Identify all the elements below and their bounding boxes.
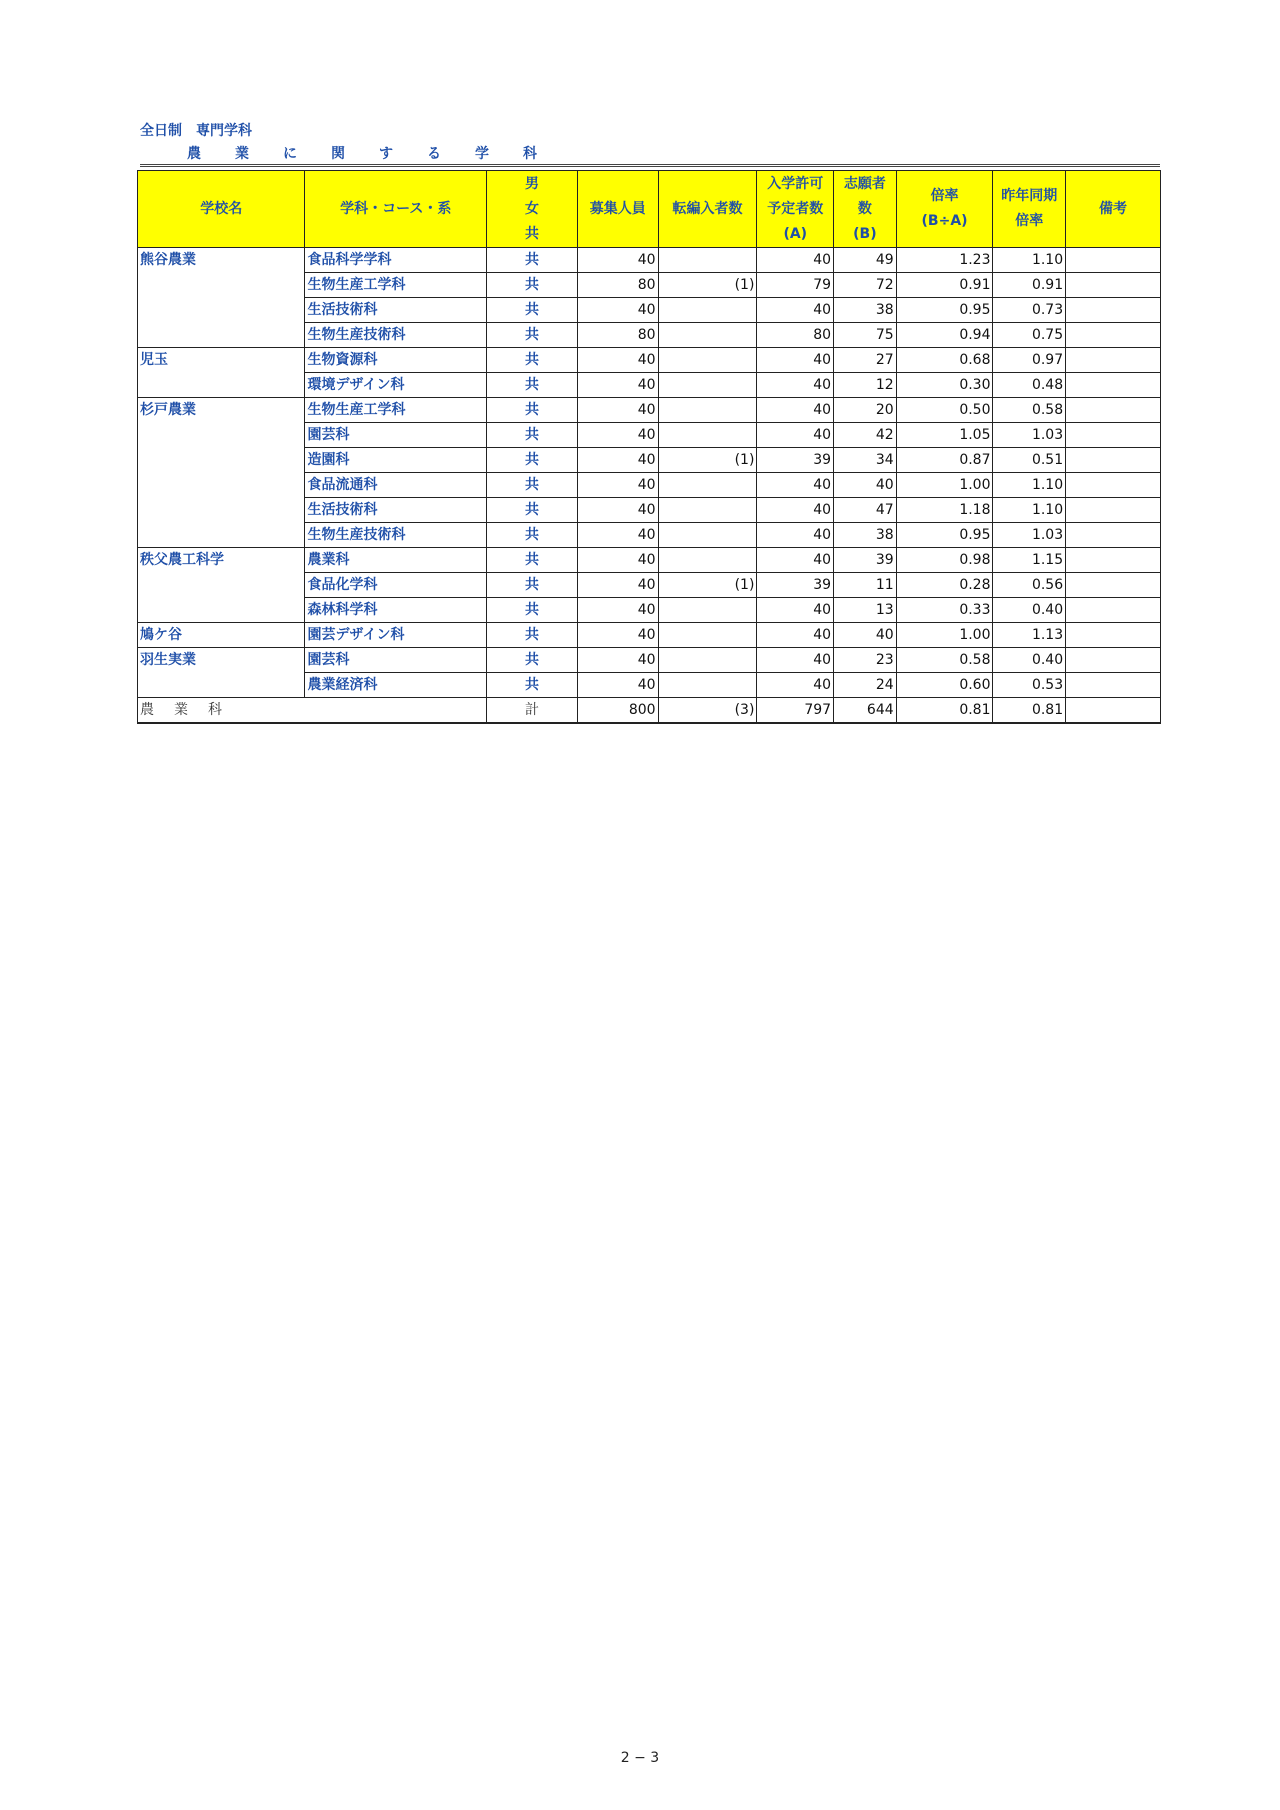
gender-cell: 共 [487, 273, 578, 298]
total-applicants: 644 [834, 698, 897, 724]
quota-cell: 40 [577, 348, 658, 373]
col-dept: 学科・コース・系 [305, 171, 487, 248]
transfer-cell [658, 323, 757, 348]
remarks-cell [1066, 523, 1161, 548]
gender-cell: 共 [487, 598, 578, 623]
ratio-cell: 1.00 [896, 623, 993, 648]
col-admit: 入学許可 予定者数 (A) [757, 171, 834, 248]
document-header: 全日制 専門学科 [140, 123, 252, 139]
admit-cell: 40 [757, 623, 834, 648]
admit-cell: 39 [757, 573, 834, 598]
school-name: 鳩ケ谷 [138, 623, 305, 648]
total-kei: 計 [487, 698, 578, 724]
dept-name: 生活技術科 [305, 298, 487, 323]
ratio-cell: 0.98 [896, 548, 993, 573]
ratio-cell: 0.30 [896, 373, 993, 398]
quota-cell: 80 [577, 323, 658, 348]
ratio-cell: 0.33 [896, 598, 993, 623]
gender-cell: 共 [487, 473, 578, 498]
last-year-ratio-cell: 1.10 [993, 248, 1066, 273]
gender-cell: 共 [487, 523, 578, 548]
gender-cell: 共 [487, 323, 578, 348]
dept-name: 生物生産工学科 [305, 398, 487, 423]
applicants-cell: 72 [834, 273, 897, 298]
applicants-cell: 42 [834, 423, 897, 448]
col-ratio: 倍率 (B÷A) [896, 171, 993, 248]
applicants-cell: 20 [834, 398, 897, 423]
transfer-cell [658, 348, 757, 373]
gender-cell: 共 [487, 498, 578, 523]
ratio-cell: 0.95 [896, 523, 993, 548]
ratio-cell: 0.50 [896, 398, 993, 423]
transfer-cell: (1) [658, 448, 757, 473]
last-year-ratio-cell: 0.40 [993, 648, 1066, 673]
quota-cell: 40 [577, 248, 658, 273]
ratio-cell: 0.87 [896, 448, 993, 473]
col-school: 学校名 [138, 171, 305, 248]
gender-cell: 共 [487, 398, 578, 423]
admit-cell: 40 [757, 648, 834, 673]
transfer-cell [658, 648, 757, 673]
total-remarks [1066, 698, 1161, 724]
transfer-cell: (1) [658, 573, 757, 598]
dept-name: 園芸科 [305, 423, 487, 448]
ratio-cell: 0.28 [896, 573, 993, 598]
table-row [138, 548, 1161, 573]
dept-name: 食品化学科 [305, 573, 487, 598]
ratio-cell: 0.68 [896, 348, 993, 373]
quota-cell: 40 [577, 573, 658, 598]
applicants-cell: 47 [834, 498, 897, 523]
admit-cell: 40 [757, 298, 834, 323]
dept-name: 生物生産技術科 [305, 323, 487, 348]
section-title-char: る [427, 146, 441, 162]
transfer-cell [658, 623, 757, 648]
ratio-cell: 0.58 [896, 648, 993, 673]
admit-cell: 40 [757, 398, 834, 423]
section-title-char: 学 [475, 146, 489, 162]
last-year-ratio-cell: 0.97 [993, 348, 1066, 373]
dept-name: 生物生産技術科 [305, 523, 487, 548]
applicants-cell: 38 [834, 523, 897, 548]
applicants-cell: 11 [834, 573, 897, 598]
table-row [138, 348, 1161, 373]
quota-cell: 40 [577, 373, 658, 398]
school-name: 児玉 [138, 348, 305, 398]
applicants-cell: 38 [834, 298, 897, 323]
ratio-cell: 0.95 [896, 298, 993, 323]
transfer-cell [658, 298, 757, 323]
remarks-cell [1066, 348, 1161, 373]
admit-cell: 40 [757, 423, 834, 448]
table-row [138, 648, 1161, 673]
ratio-cell: 1.00 [896, 473, 993, 498]
col-quota: 募集人員 [577, 171, 658, 248]
transfer-cell [658, 548, 757, 573]
applicants-cell: 24 [834, 673, 897, 698]
gender-cell: 共 [487, 248, 578, 273]
admit-cell: 40 [757, 248, 834, 273]
gender-cell: 共 [487, 573, 578, 598]
admit-cell: 79 [757, 273, 834, 298]
transfer-cell [658, 523, 757, 548]
ratio-cell: 0.94 [896, 323, 993, 348]
last-year-ratio-cell: 1.10 [993, 473, 1066, 498]
gender-cell: 共 [487, 423, 578, 448]
dept-name: 農業経済科 [305, 673, 487, 698]
last-year-ratio-cell: 0.58 [993, 398, 1066, 423]
dept-name: 生物資源科 [305, 348, 487, 373]
total-quota: 800 [577, 698, 658, 724]
gender-cell: 共 [487, 348, 578, 373]
applicants-cell: 40 [834, 623, 897, 648]
table-row [138, 248, 1161, 273]
quota-cell: 40 [577, 498, 658, 523]
school-name: 羽生実業 [138, 648, 305, 698]
applicants-cell: 23 [834, 648, 897, 673]
gender-cell: 共 [487, 373, 578, 398]
remarks-cell [1066, 673, 1161, 698]
admissions-table [137, 170, 1161, 724]
dept-name: 環境デザイン科 [305, 373, 487, 398]
gender-cell: 共 [487, 673, 578, 698]
section-title-char: 関 [331, 146, 345, 162]
remarks-cell [1066, 398, 1161, 423]
last-year-ratio-cell: 0.53 [993, 673, 1066, 698]
transfer-cell [658, 498, 757, 523]
ratio-cell: 1.23 [896, 248, 993, 273]
table-header-row [138, 171, 1161, 248]
quota-cell: 80 [577, 273, 658, 298]
section-title-letters [170, 143, 554, 163]
col-remarks: 備考 [1066, 171, 1161, 248]
table-row [138, 623, 1161, 648]
total-transfer: (3) [658, 698, 757, 724]
remarks-cell [1066, 573, 1161, 598]
admit-cell: 40 [757, 673, 834, 698]
ratio-cell: 1.18 [896, 498, 993, 523]
admit-cell: 80 [757, 323, 834, 348]
ratio-cell: 0.60 [896, 673, 993, 698]
dept-name: 森林科学科 [305, 598, 487, 623]
transfer-cell [658, 673, 757, 698]
gender-cell: 共 [487, 623, 578, 648]
transfer-cell: (1) [658, 273, 757, 298]
applicants-cell: 13 [834, 598, 897, 623]
ratio-cell: 0.91 [896, 273, 993, 298]
transfer-cell [658, 373, 757, 398]
dept-name: 食品科学学科 [305, 248, 487, 273]
quota-cell: 40 [577, 623, 658, 648]
applicants-cell: 75 [834, 323, 897, 348]
dept-name: 生活技術科 [305, 498, 487, 523]
transfer-cell [658, 248, 757, 273]
quota-cell: 40 [577, 548, 658, 573]
transfer-cell [658, 423, 757, 448]
remarks-cell [1066, 298, 1161, 323]
admit-cell: 40 [757, 523, 834, 548]
quota-cell: 40 [577, 473, 658, 498]
total-ratio: 0.81 [896, 698, 993, 724]
applicants-cell: 39 [834, 548, 897, 573]
section-title [140, 140, 1160, 167]
section-title-char: す [379, 146, 393, 162]
applicants-cell: 49 [834, 248, 897, 273]
remarks-cell [1066, 498, 1161, 523]
school-name: 秩父農工科学 [138, 548, 305, 623]
total-admit: 797 [757, 698, 834, 724]
dept-name: 園芸デザイン科 [305, 623, 487, 648]
last-year-ratio-cell: 0.91 [993, 273, 1066, 298]
last-year-ratio-cell: 1.10 [993, 498, 1066, 523]
admit-cell: 40 [757, 548, 834, 573]
remarks-cell [1066, 473, 1161, 498]
applicants-cell: 34 [834, 448, 897, 473]
last-year-ratio-cell: 0.48 [993, 373, 1066, 398]
section-title-char: に [283, 146, 297, 162]
section-title-char: 農 [187, 146, 201, 162]
col-transfer: 転編入者数 [658, 171, 757, 248]
last-year-ratio-cell: 0.56 [993, 573, 1066, 598]
applicants-cell: 12 [834, 373, 897, 398]
gender-cell: 共 [487, 448, 578, 473]
ratio-cell: 1.05 [896, 423, 993, 448]
remarks-cell [1066, 548, 1161, 573]
applicants-cell: 27 [834, 348, 897, 373]
last-year-ratio-cell: 0.40 [993, 598, 1066, 623]
last-year-ratio-cell: 0.75 [993, 323, 1066, 348]
admit-cell: 40 [757, 373, 834, 398]
quota-cell: 40 [577, 423, 658, 448]
school-name: 杉戸農業 [138, 398, 305, 548]
applicants-cell: 40 [834, 473, 897, 498]
transfer-cell [658, 473, 757, 498]
admit-cell: 40 [757, 348, 834, 373]
gender-cell: 共 [487, 298, 578, 323]
remarks-cell [1066, 273, 1161, 298]
total-row [138, 698, 1161, 724]
section-title-char: 業 [235, 146, 249, 162]
remarks-cell [1066, 423, 1161, 448]
remarks-cell [1066, 373, 1161, 398]
quota-cell: 40 [577, 523, 658, 548]
dept-name: 生物生産工学科 [305, 273, 487, 298]
dept-name: 食品流通科 [305, 473, 487, 498]
last-year-ratio-cell: 0.51 [993, 448, 1066, 473]
admit-cell: 40 [757, 598, 834, 623]
col-last-year: 昨年同期 倍率 [993, 171, 1066, 248]
gender-cell: 共 [487, 548, 578, 573]
last-year-ratio-cell: 1.03 [993, 523, 1066, 548]
total-last-year: 0.81 [993, 698, 1066, 724]
page-number: 2 − 3 [620, 1750, 660, 1766]
col-applicants: 志願者 数 (B) [834, 171, 897, 248]
quota-cell: 40 [577, 673, 658, 698]
table-row [138, 398, 1161, 423]
col-gender: 男 女 共 [487, 171, 578, 248]
transfer-cell [658, 598, 757, 623]
quota-cell: 40 [577, 298, 658, 323]
remarks-cell [1066, 248, 1161, 273]
school-name: 熊谷農業 [138, 248, 305, 348]
last-year-ratio-cell: 0.73 [993, 298, 1066, 323]
quota-cell: 40 [577, 448, 658, 473]
admit-cell: 40 [757, 498, 834, 523]
remarks-cell [1066, 323, 1161, 348]
transfer-cell [658, 398, 757, 423]
dept-name: 造園科 [305, 448, 487, 473]
quota-cell: 40 [577, 398, 658, 423]
admit-cell: 39 [757, 448, 834, 473]
total-label: 農 業 科 [138, 698, 487, 724]
last-year-ratio-cell: 1.03 [993, 423, 1066, 448]
remarks-cell [1066, 598, 1161, 623]
dept-name: 農業科 [305, 548, 487, 573]
quota-cell: 40 [577, 598, 658, 623]
quota-cell: 40 [577, 648, 658, 673]
remarks-cell [1066, 648, 1161, 673]
admit-cell: 40 [757, 473, 834, 498]
remarks-cell [1066, 623, 1161, 648]
gender-cell: 共 [487, 648, 578, 673]
section-title-char: 科 [523, 146, 537, 162]
last-year-ratio-cell: 1.15 [993, 548, 1066, 573]
last-year-ratio-cell: 1.13 [993, 623, 1066, 648]
remarks-cell [1066, 448, 1161, 473]
dept-name: 園芸科 [305, 648, 487, 673]
